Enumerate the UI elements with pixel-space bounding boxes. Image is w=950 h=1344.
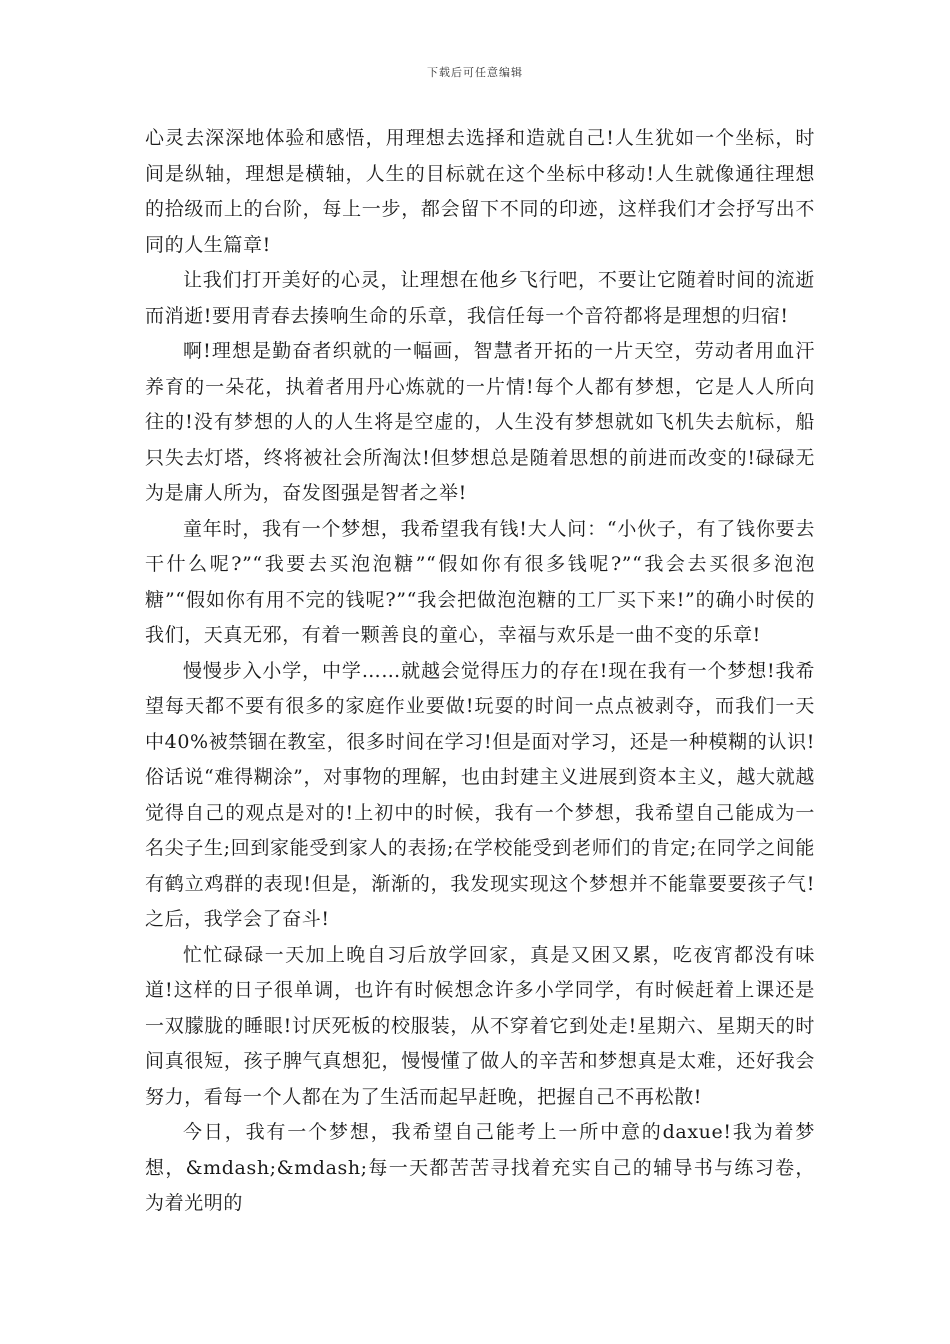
body-text xyxy=(145,121,815,1222)
paragraph: 让我们打开美好的心灵，让理想在他乡飞行吧，不要让它随着时间的流逝而消逝!要用青春去揍响生命的乐章，我信任每一个音符都将是理想的归宿! xyxy=(145,269,815,327)
header-note: 下载后可任意编辑 xyxy=(427,66,523,79)
paragraph: 忙忙碌碌一天加上晚自习后放学回家，真是又困又累，吃夜宵都没有味道!这样的日子很单调，也许有时候想念许多小学同学，有时候赶着上课还是一双朦胧的睡眼!讨厌死板的校服装，从不穿着它到处走!星期六、星期天的时间真很短，孩子脾气真想犯，慢慢懂了做人的辛苦和梦想真是太难，还好我会努力，看每一个人都在为了生活而起早赶晚，把握自己不再松散! xyxy=(145,943,815,1108)
paragraph: 今日，我有一个梦想，我希望自己能考上一所中意的daxue!我为着梦想，&mdash;&mdash;每一天都苦苦寻找着充实自己的辅导书与练习卷，为着光明的 xyxy=(145,1121,815,1214)
paragraph: 心灵去深深地体验和感悟，用理想去选择和造就自己!人生犹如一个坐标，时间是纵轴，理想是横轴，人生的目标就在这个坐标中移动!人生就像通往理想的拾级而上的台阶，每上一步，都会留下不同的印迹，这样我们才会抒写出不同的人生篇章! xyxy=(145,127,815,256)
paragraph: 啊!理想是勤奋者织就的一幅画，智慧者开拓的一片天空，劳动者用血汗养育的一朵花，执着者用丹心炼就的一片情!每个人都有梦想，它是人人所向往的!没有梦想的人的人生将是空虚的，人生没有梦想就如飞机失去航标，船只失去灯塔，终将被社会所淘汰!但梦想总是随着思想的前进而改变的!碌碌无为是庸人所为，奋发图强是智者之举! xyxy=(145,340,815,504)
paragraph: 慢慢步入小学，中学……就越会觉得压力的存在!现在我有一个梦想!我希望每天都不要有很多的家庭作业要做!玩耍的时间一点点被剥夺，而我们一天中40%被禁锢在教室，很多时间在学习!但是面对学习，还是一种模糊的认识!俗话说“难得糊涂”，对事物的理解，也由封建主义进展到资本主义，越大就越觉得自己的观点是对的!上初中的时候，我有一个梦想，我希望自己能成为一名尖子生;回到家能受到家人的表扬;在学校能受到老师们的肯定;在同学之间能有鹤立鸡群的表现!但是，渐渐的，我发现实现这个梦想并不能靠要要孩子气!之后，我学会了奋斗! xyxy=(145,659,815,930)
paragraph: 童年时，我有一个梦想，我希望我有钱!大人问：“小伙子，有了钱你要去干什么呢?”“我要去买泡泡糖”“假如你有很多钱呢?”“我会去买很多泡泡糖”“假如你有用不完的钱呢?”“我会把做泡泡糖的工厂买下来!”的确小时侯的我们，天真无邪，有着一颗善良的童心，幸福与欢乐是一曲不变的乐章! xyxy=(145,517,815,646)
